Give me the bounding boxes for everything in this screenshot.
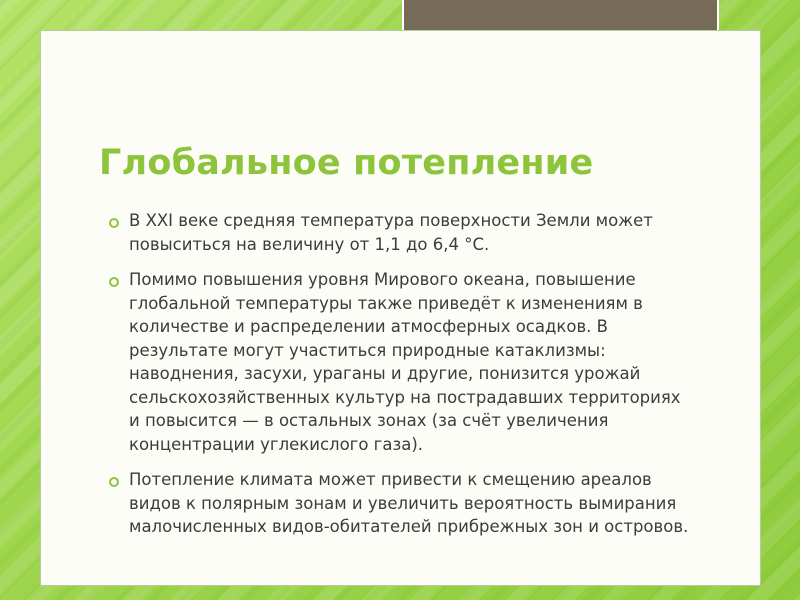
bullet-list	[93, 209, 693, 551]
slide-content-panel	[40, 30, 761, 586]
ring-bullet-icon	[109, 218, 119, 228]
bullet-text: Помимо повышения уровня Мирового океана, повышение глобальной температуры также приведёт к изменениям в количестве и распределении атмосферных осадков. В результате могут участиться природные катаклизмы: наводнения, засухи, ураганы и другие, понизится урожай сельскохозяйственных культур на пострадавших территориях и повысится — в остальных зонах (за счёт увеличения концентрации углекислого газа).	[129, 270, 681, 454]
slide-title: Глобальное потепление	[99, 143, 594, 183]
ring-bullet-icon	[109, 477, 119, 487]
ring-bullet-icon	[109, 277, 119, 287]
bullet-item	[93, 209, 693, 256]
bullet-text: В XXI веке средняя температура поверхности Земли может повыситься на величину от 1,1 до 6,4 °C.	[129, 211, 653, 254]
bullet-item	[93, 468, 693, 539]
bullet-text: Потепление климата может привести к смещению ареалов видов к полярным зонам и увеличить вероятность вымирания малочисленных видов-обитателей прибрежных зон и островов.	[129, 470, 689, 536]
bullet-item	[93, 268, 693, 456]
